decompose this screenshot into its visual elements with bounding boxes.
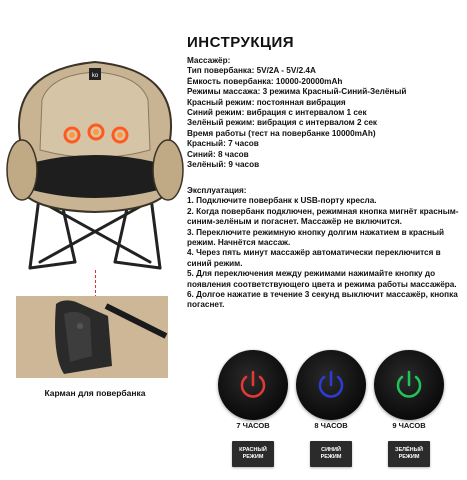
power-icon: [218, 350, 288, 420]
red-mode-badge: [232, 441, 274, 467]
spec-line: Зелёный режим: вибрация с интервалом 2 сек: [187, 118, 378, 128]
blue-mode-button: [296, 350, 366, 420]
green-mode-button: [374, 350, 444, 420]
badge-line: РЕЖИМ: [398, 454, 420, 460]
operation-step: 5. Для переключения между режимами нажимайте кнопку до появления соответствующего цвета и режима работы массажёра.: [187, 269, 457, 289]
power-icon: [374, 350, 444, 420]
spec-line: Ёмкость повербанка: 10000-20000mAh: [187, 76, 343, 86]
operation-heading: Эксплуатация:: [187, 186, 247, 195]
spec-line: Время работы (тест на повербанке 10000mAh): [187, 128, 376, 138]
red-mode-button: [218, 350, 288, 420]
chair-logo: ko: [91, 73, 99, 79]
specs-block: [187, 56, 462, 170]
badge-line: РЕЖИМ: [242, 454, 264, 460]
blue-mode-badge: [310, 441, 352, 467]
badge-line: РЕЖИМ: [320, 454, 342, 460]
operation-step: 4. Через пять минут массажёр автоматически переключится в синий режим.: [187, 248, 441, 268]
green-mode-hours: 9 ЧАСОВ: [392, 421, 426, 430]
badge-line: СИНИЙ: [321, 447, 341, 453]
pointer-line: [95, 270, 96, 298]
operation-step: 1. Подключите повербанк к USB-порту кресла.: [187, 196, 377, 206]
power-icon: [296, 350, 366, 420]
page-title: ИНСТРУКЦИЯ: [187, 34, 295, 51]
pocket-photo: [16, 296, 168, 378]
operation-step: 2. Когда повербанк подключен, режимная кнопка мигнёт красным-синим-зелёным и погаснет. Массажёр не включится.: [187, 206, 459, 227]
chair-illustration: [0, 40, 190, 280]
operation-step: 6. Долгое нажатие в течение 3 секунд выключит массажёр, кнопка погаснет.: [187, 290, 458, 310]
spec-line: Тип повербанка: 5V/2A - 5V/2.4A: [187, 66, 316, 76]
badge-line: КРАСНЫЙ: [239, 447, 267, 453]
spec-line: Синий режим: вибрация с интервалом 1 сек: [187, 108, 367, 118]
green-mode-badge: [388, 441, 430, 467]
specs-heading: Массажёр:: [187, 56, 231, 65]
blue-mode-hours: 8 ЧАСОВ: [314, 421, 348, 430]
pocket-label: Карман для повербанка: [44, 388, 146, 398]
spec-line: Красный: 7 часов: [187, 139, 259, 149]
badge-line: ЗЕЛЁНЫЙ: [395, 447, 423, 453]
red-mode-hours: 7 ЧАСОВ: [236, 421, 270, 430]
spec-line: Зелёный: 9 часов: [187, 160, 260, 170]
spec-line: Режимы массажа: 3 режима Красный-Синий-Зелёный: [187, 87, 407, 97]
operation-step: 3. Переключите режимную кнопку долгим нажатием в красный режим. Начнётся массаж.: [187, 227, 445, 248]
spec-line: Красный режим: постоянная вибрация: [187, 97, 346, 107]
operation-block: [187, 186, 459, 311]
spec-line: Синий: 8 часов: [187, 149, 249, 159]
